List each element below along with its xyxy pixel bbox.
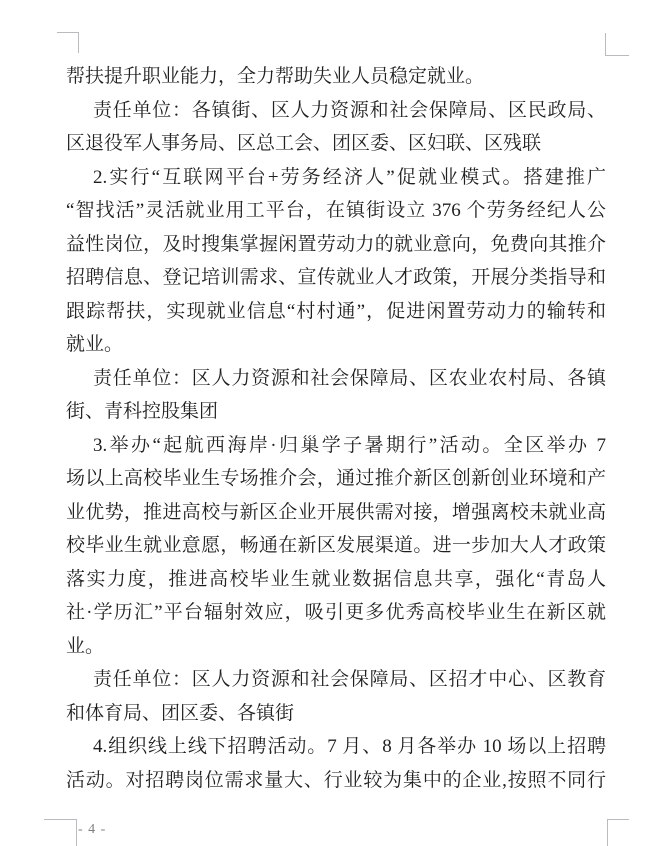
body-line: 招聘信息、登记培训需求、宣传就业人才政策，开展分类指导和: [66, 267, 606, 288]
body-line-item-3: 3.举办“起航西海岸·归巢学子暑期行”活动。全区举办 7: [93, 434, 606, 456]
body-line-responsible-unit: 街、青科控股集团: [66, 401, 219, 422]
body-line: “智找活”灵活就业用工平台，在镇街设立 376 个劳务经纪人公: [66, 200, 606, 221]
body-line: 落实力度，推进高校毕业生就业数据信息共享，强化“青岛人: [66, 568, 606, 590]
crop-mark-bottom-left: [44, 819, 77, 846]
document-body: [66, 60, 606, 797]
crop-mark-top-right: [605, 33, 629, 56]
body-line: 业。: [66, 635, 105, 657]
body-line: 就业。: [66, 334, 124, 355]
crop-mark-bottom-right: [607, 819, 629, 846]
body-line: 跟踪帮扶，实现就业信息“村村通”，促进闲置劳动力的输转和: [66, 300, 606, 322]
body-line-item-4: 4.组织线上线下招聘活动。7 月、8 月各举办 10 场以上招聘: [93, 736, 606, 757]
crop-mark-top-left: [57, 32, 79, 53]
body-line: 业优势，推进高校与新区企业开展供需对接，增强离校未就业高: [66, 501, 606, 523]
body-line: 活动。对招聘岗位需求量大、行业较为集中的企业,按照不同行: [66, 769, 606, 791]
body-line-responsible-unit: 责任单位：区人力资源和社会保障局、区农业农村局、各镇: [93, 367, 606, 389]
body-line: 社·学历汇”平台辐射效应，吸引更多优秀高校毕业生在新区就: [66, 602, 606, 623]
body-line-responsible-unit: 区退役军人事务局、区总工会、团区委、区妇联、区残联: [66, 133, 542, 154]
body-line-item-2: 2.实行“互联网平台+劳务经济人”促就业模式。搭建推广: [93, 166, 606, 188]
body-line: 益性岗位，及时搜集掌握闲置劳动力的就业意向，免费向其推介: [66, 233, 606, 255]
body-line: 帮扶提升职业能力，全力帮助失业人员稳定就业。: [66, 66, 485, 87]
body-line-responsible-unit: 和体育局、团区委、各镇街: [66, 702, 295, 724]
body-line: 校毕业生就业意愿，畅通在新区发展渠道。进一步加大人才政策: [66, 535, 606, 556]
body-line-responsible-unit: 责任单位：区人力资源和社会保障局、区招才中心、区教育: [93, 669, 606, 690]
body-line-responsible-unit: 责任单位：各镇街、区人力资源和社会保障局、区民政局、: [93, 99, 606, 121]
page-number: - 4 -: [78, 822, 107, 837]
body-line: 场以上高校毕业生专场推介会，通过推介新区创新创业环境和产: [66, 468, 606, 489]
